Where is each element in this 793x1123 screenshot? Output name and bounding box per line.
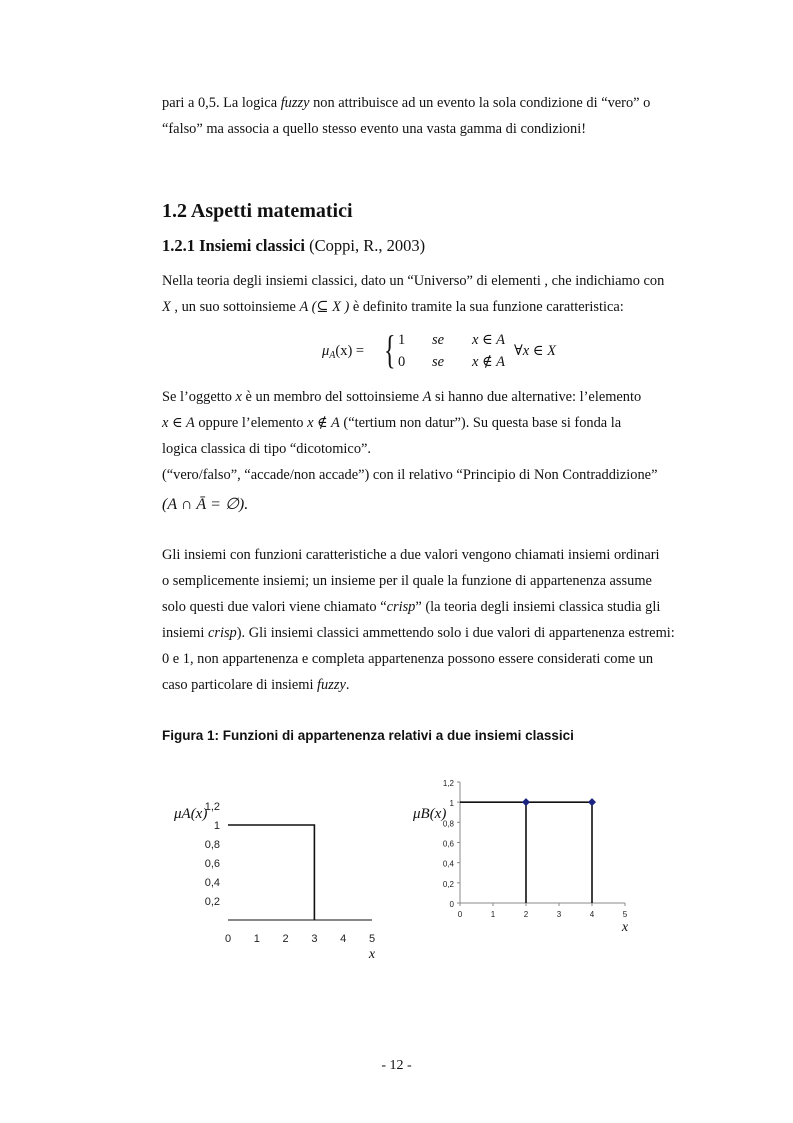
x-tick-label: 3	[556, 910, 562, 919]
series-line-A	[228, 825, 314, 920]
y-tick-label: 0,6	[204, 858, 220, 870]
x-tick-label: 5	[368, 933, 376, 945]
data-point-marker	[588, 798, 596, 806]
x-tick-label: 0	[457, 910, 463, 919]
x-tick-label: 2	[282, 933, 289, 945]
figure-caption: Figura 1: Funzioni di appartenenza relativi a due insiemi classici	[162, 728, 574, 743]
y-tick-label: 0,8	[442, 819, 454, 829]
y-tick-label: 0,4	[442, 859, 454, 869]
x-axis-label: x	[621, 920, 629, 935]
page-number: - 12 -	[381, 1058, 412, 1073]
intro-line-1: pari a 0,5. La logica fuzzy non attribuisce ad un evento la sola condizione di “vero” o	[162, 95, 651, 111]
subsection-title: 1.2.1 Insiemi classici (Coppi, R., 2003)	[162, 236, 426, 255]
chart-set-b	[405, 770, 645, 970]
x-tick-label: 4	[589, 910, 595, 919]
section-title: 1.2 Aspetti matematici	[162, 200, 353, 222]
y-tick-label: 1,2	[442, 779, 454, 788]
data-point-marker	[522, 798, 530, 806]
paragraph-dicotomico: Se l’oggetto x è un membro del sottoinsieme A si hanno due alternative: l’elemento x ∈ A oppure l’elemento x ∉ A (“tertium non datur”). Su questa base si fonda la logica classica di tipo “dicotomico”. (“vero/falso”, “accade/non accade”) con il relativo “Principio di Non Contraddizione” (A ∩ Ā = ∅).	[162, 384, 705, 522]
series-line-B	[460, 802, 592, 903]
y-axis-label: μB(x)	[413, 806, 447, 822]
y-tick-label: 1	[213, 820, 220, 832]
non-contradiction-formula: (A ∩ Ā = ∅).	[162, 496, 249, 513]
y-axis-label: μA(x)	[174, 806, 208, 822]
x-tick-label: 1	[253, 933, 260, 945]
y-tick-label: 0,2	[442, 879, 454, 889]
x-tick-label: 1	[490, 910, 496, 919]
brace-icon: {	[384, 327, 396, 372]
y-tick-label: 0,6	[442, 839, 454, 849]
x-tick-label: 0	[224, 933, 232, 945]
y-tick-label: 0,2	[204, 896, 220, 908]
x-tick-label: 5	[622, 910, 628, 919]
characteristic-function-formula: $\mu_A(x)$ = { 1 se x ∈ A 0 se x ∉ A ∀x ∈ X	[322, 327, 557, 372]
y-tick-label: 0,4	[204, 877, 220, 889]
intro-line-2: “falso” ma associa a quello stesso evento una vasta gamma di condizioni!	[162, 121, 586, 137]
intro-paragraph	[162, 90, 705, 142]
chart-set-a	[160, 790, 400, 970]
y-tick-label: 1	[449, 799, 454, 809]
x-axis-label: x	[368, 947, 376, 962]
y-tick-label: 0	[449, 900, 454, 909]
paragraph-definition: Nella teoria degli insiemi classici, dato un “Universo” di elementi , che indichiamo con X , un suo sottoinsieme A (⊆ X ) è definito tramite la sua funzione caratteristica:	[162, 273, 665, 315]
y-tick-label: 1,2	[204, 801, 220, 813]
citation: (Coppi, R., 2003)	[305, 236, 426, 255]
x-tick-label: 3	[311, 933, 318, 945]
y-tick-label: 0,8	[204, 839, 220, 851]
x-tick-label: 2	[523, 910, 529, 919]
paragraph-crisp: Gli insiemi con funzioni caratteristiche a due valori vengono chiamati insiemi ordinari o semplicemente insiemi; un insieme per il quale la funzione di appartenenza assume solo questi due valori viene chiamato “crisp” (la teoria degli insiemi classica studia gli insiemi crisp). Gli insiemi classici ammettendo solo i due valori di appartenenza estremi: 0 e 1, non appartenenza e completa appartenenza possono essere considerati come un caso particolare di insiemi fuzzy.	[162, 547, 675, 693]
x-tick-label: 4	[340, 933, 347, 945]
